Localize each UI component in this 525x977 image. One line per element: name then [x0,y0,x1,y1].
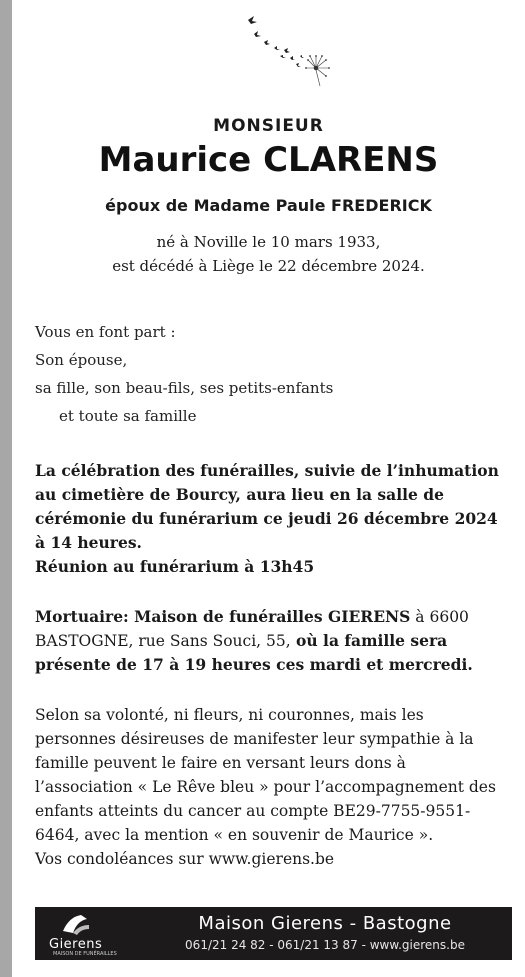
funeral-home-footer [35,907,512,960]
condolences-text: Vos condoléances sur www.gierens.be [35,850,335,868]
left-border-bar [0,0,12,977]
donation-text: Selon sa volonté, ni fleurs, ni couronnes, mais les personnes désireuses de manifester leur sympathie à la famille peuvent le faire en versant leurs dons à l’association « Le Rêve bleu » pour l’accompagnement des enfants atteints du cancer au compte BE29-7755-9551-6464, avec la mention « en souvenir de Maurice ». [35,706,496,844]
funeral-home-contacts: 061/21 24 82 - 061/21 13 87 - www.gierens.be [185,938,465,952]
ceremony-paragraph [35,459,505,579]
funeral-home-name: Maison Gierens - Bastogne [198,913,452,934]
family-intro: Vous en font part : [35,323,176,341]
logo-wordmark: Gierens [49,937,103,952]
life-dates [12,230,525,278]
obituary-notice [12,0,525,977]
mortuary-presence: où la famille sera présente de 17 à 19 heures ces mardi et mercredi. [35,631,473,674]
logo-subtitle: MAISON DE FUNÉRAILLES [53,951,117,957]
mortuary-paragraph [35,605,505,677]
spouse-line: époux de Madame Paule FREDERICK [105,196,432,215]
family-line: Son épouse, [35,351,128,369]
ceremony-text: La célébration des funérailles, suivie de l’inhumation au cimetière de Bourcy, aura lieu en la salle de cérémonie du funérarium ce jeudi 26 décembre 2024 à 14 heures. [35,461,499,552]
birth-line: né à Noville le 10 mars 1933, [156,233,381,251]
dandelion-birds-icon [234,12,344,92]
deceased-name: Maurice CLARENS [98,140,439,180]
wishes-paragraph [35,703,505,871]
gathering-text: Réunion au funérarium à 13h45 [35,557,315,576]
mortuary-address: à 6600 BASTOGNE, rue Sans Souci, 55, [35,608,469,650]
civility-title: MONSIEUR [213,116,324,136]
family-announcement [35,318,333,430]
family-line: sa fille, son beau-fils, ses petits-enfants [35,379,334,397]
death-line: est décédé à Liège le 22 décembre 2024. [112,257,425,275]
gierens-logo-icon [59,911,93,939]
mortuary-label: Mortuaire: Maison de funérailles GIERENS [35,607,411,626]
family-line: et toute sa famille [59,407,197,425]
